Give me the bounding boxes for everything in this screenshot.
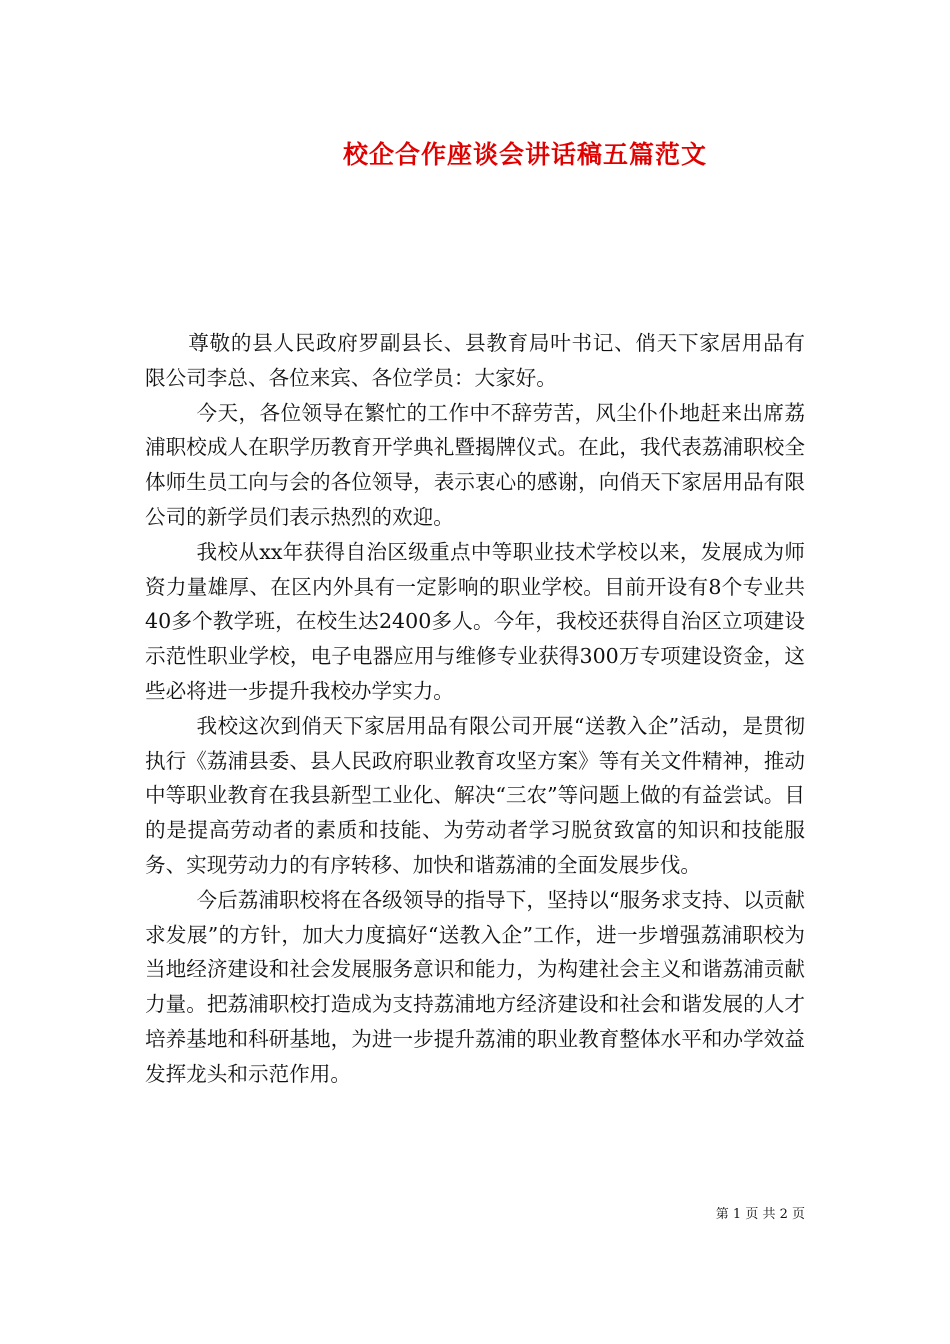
document-body xyxy=(145,326,805,1092)
document-title: 校企合作座谈会讲话稿五篇范文 xyxy=(342,140,707,169)
paragraph-school-intro: 我校从xx年获得自治区级重点中等职业技术学校以来，发展成为师资力量雄厚、在区内外具有一定影响的职业学校。目前开设有8个专业共40多个教学班，在校生达2400多人。今年，我校还获得自治区立项建设示范性职业学校，电子电器应用与维修专业获得300万专项建设资金，这些必将进一步提升我校办学实力。 xyxy=(145,539,805,703)
paragraph-welcome: 今天，各位领导在繁忙的工作中不辞劳苦，风尘仆仆地赶来出席荔浦职校成人在职学历教育开学典礼暨揭牌仪式。在此，我代表荔浦职校全体师生员工向与会的各位领导，表示衷心的感谢，向俏天下家居用品有限公司的新学员们表示热烈的欢迎。 xyxy=(145,400,805,529)
page-number-footer: 第 1 页 共 2 页 xyxy=(715,1207,805,1222)
paragraph-activity-purpose: 我校这次到俏天下家居用品有限公司开展“送教入企”活动，是贯彻执行《荔浦县委、县人民政府职业教育攻坚方案》等有关文件精神，推动中等职业教育在我县新型工业化、解决“三农”等问题上做的有益尝试。目的是提高劳动者的素质和技能、为劳动者学习脱贫致富的知识和技能服务、实现劳动力的有序转移、加快和谐荔浦的全面发展步伐。 xyxy=(145,713,805,877)
paragraph-future-plans: 今后荔浦职校将在各级领导的指导下，坚持以“服务求支持、以贡献求发展”的方针，加大力度搞好“送教入企”工作，进一步增强荔浦职校为当地经济建设和社会发展服务意识和能力，为构建社会主义和谐荔浦贡献力量。把荔浦职校打造成为支持荔浦地方经济建设和社会和谐发展的人才培养基地和科研基地，为进一步提升荔浦的职业教育整体水平和办学效益发挥龙头和示范作用。 xyxy=(145,887,805,1086)
paragraph-greeting: 尊敬的县人民政府罗副县长、县教育局叶书记、俏天下家居用品有限公司李总、各位来宾、各位学员：大家好。 xyxy=(145,331,805,390)
